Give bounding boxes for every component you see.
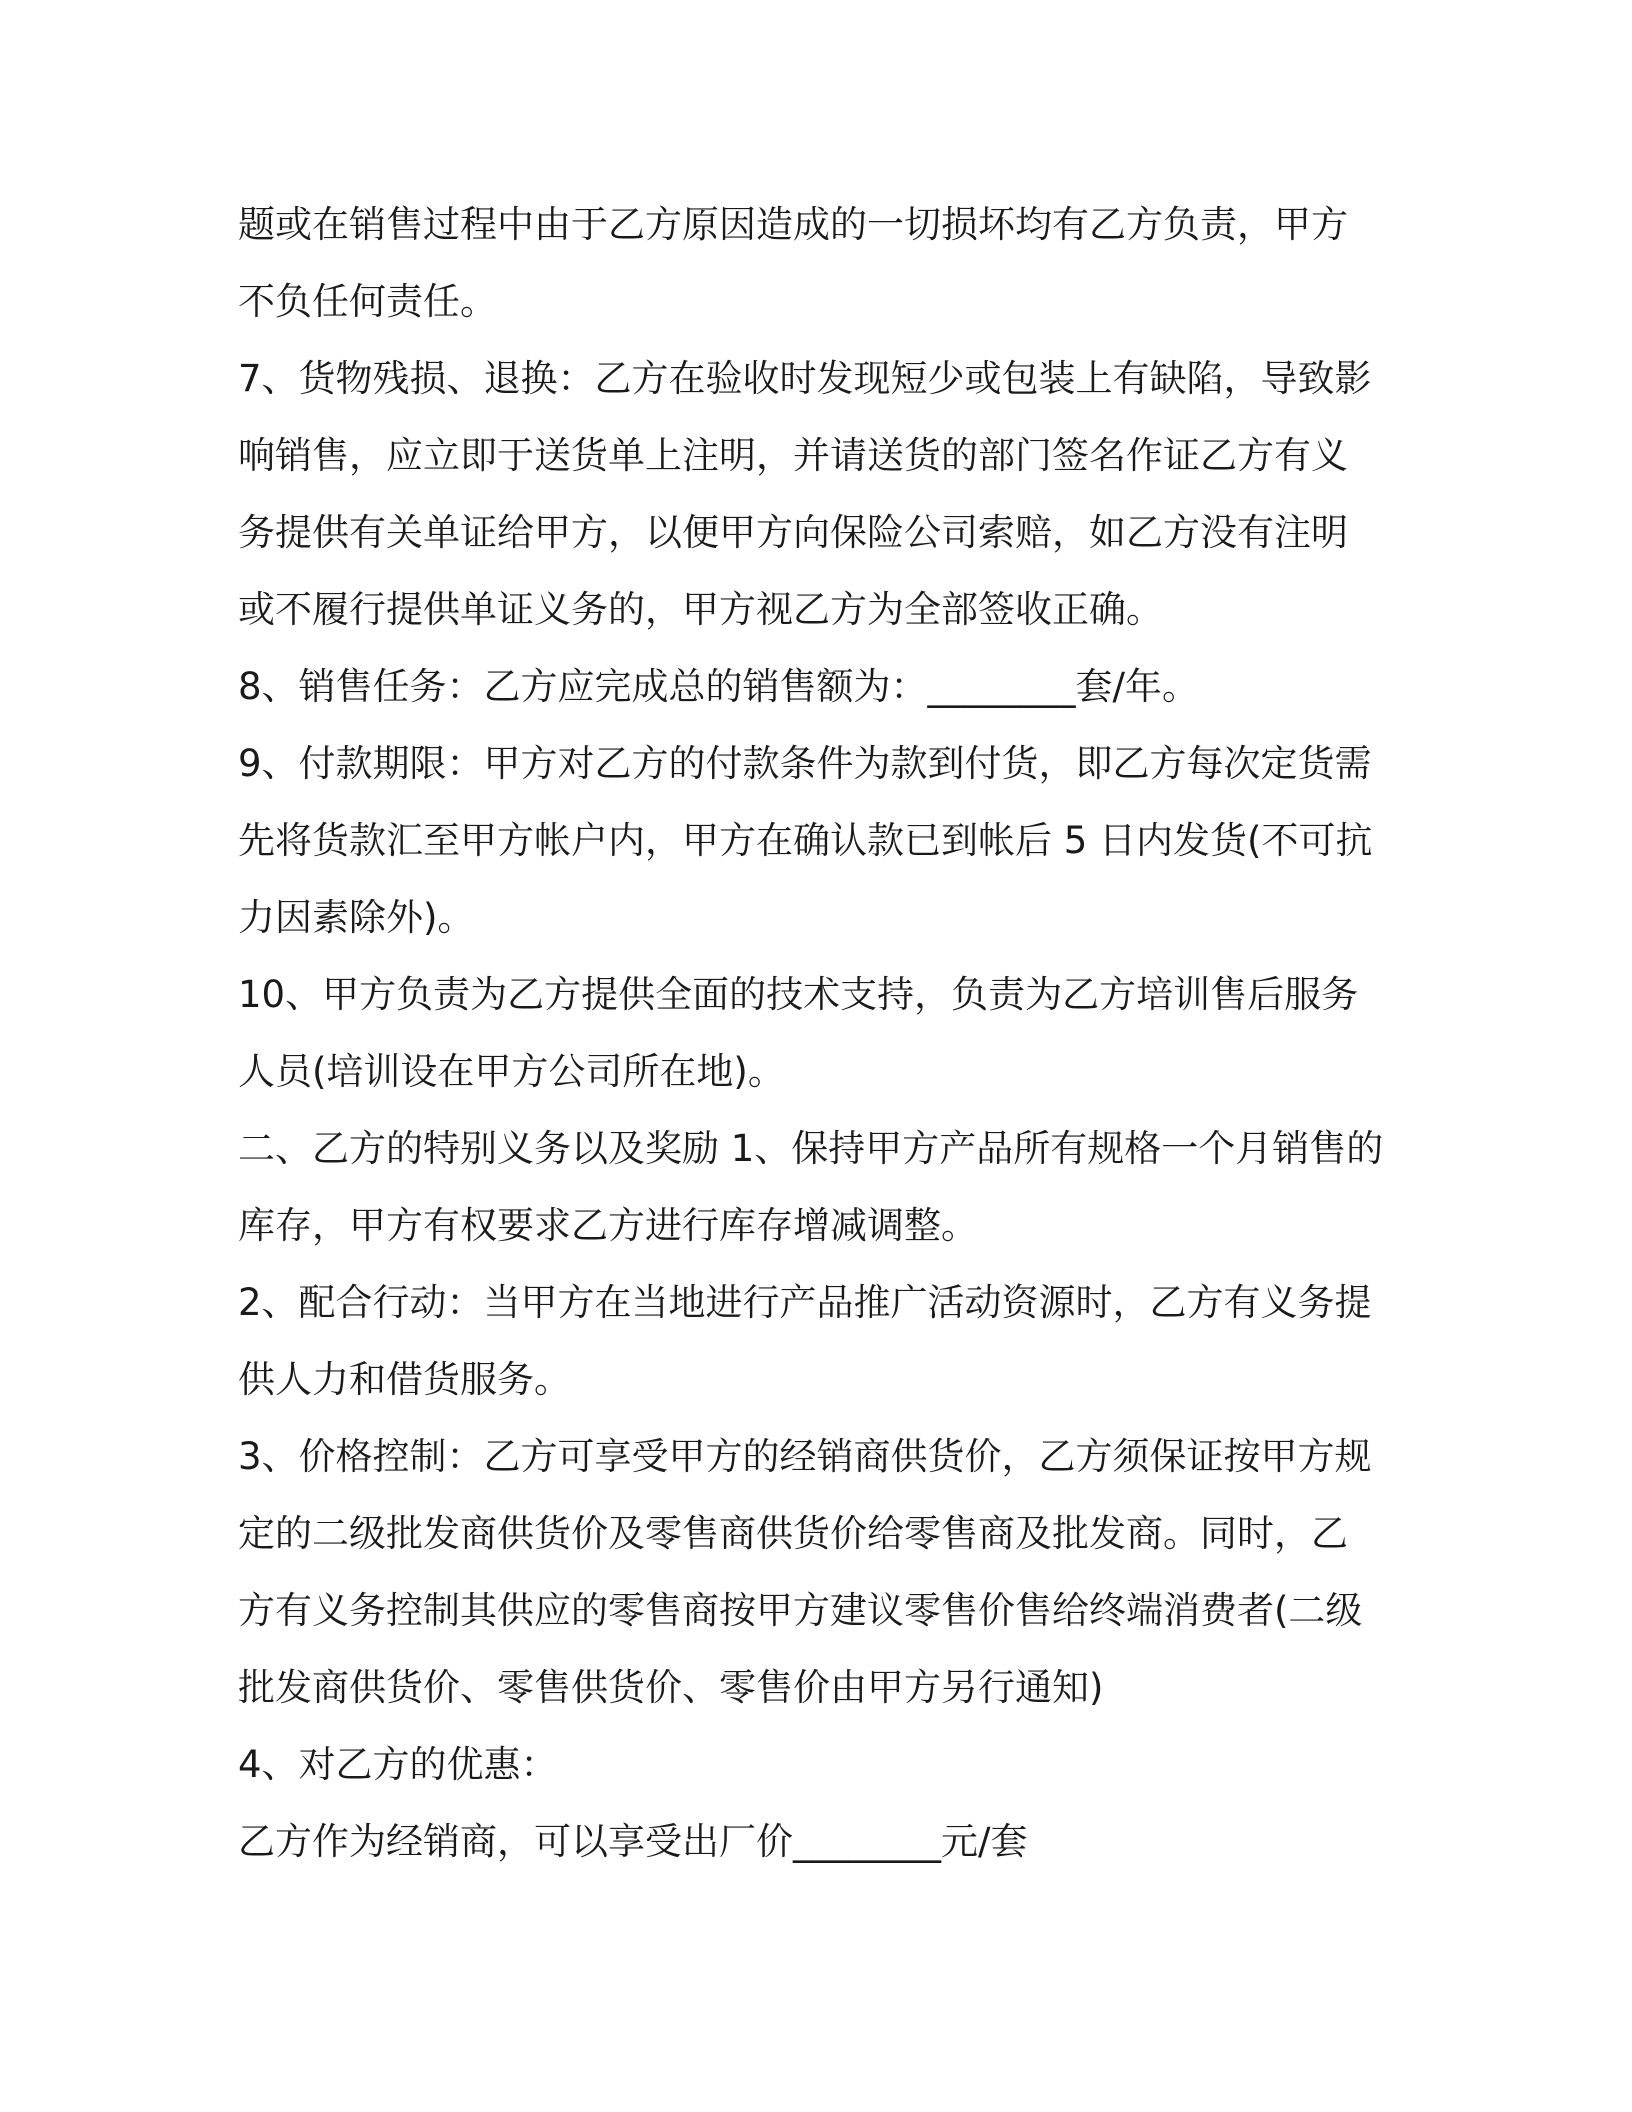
text-line: 二、乙方的特别义务以及奖励 1、保持甲方产品所有规格一个月销售的: [238, 1127, 1384, 1170]
text-line: 2、配合行动：当甲方在当地进行产品推广活动资源时，乙方有义务提: [238, 1281, 1372, 1324]
text-line: 库存，甲方有权要求乙方进行库存增减调整。: [238, 1204, 978, 1247]
text-line: 响销售，应立即于送货单上注明，并请送货的部门签名作证乙方有义: [238, 434, 1348, 477]
text-line: 乙方作为经销商，可以享受出厂价________元/套: [238, 1820, 1028, 1863]
text-line: 8、销售任务：乙方应完成总的销售额为：________套/年。: [238, 665, 1200, 708]
text-line: 务提供有关单证给甲方，以便甲方向保险公司索赔，如乙方没有注明: [238, 511, 1348, 554]
text-line: 批发商供货价、零售供货价、零售价由甲方另行通知): [238, 1666, 1104, 1709]
text-line: 10、甲方负责为乙方提供全面的技术支持，负责为乙方培训售后服务: [238, 973, 1359, 1016]
text-line: 人员(培训设在甲方公司所在地)。: [238, 1050, 785, 1093]
text-line: 或不履行提供单证义务的，甲方视乙方为全部签收正确。: [238, 588, 1163, 631]
text-line: 9、付款期限：甲方对乙方的付款条件为款到付货，即乙方每次定货需: [238, 742, 1372, 785]
text-line: 7、货物残损、退换：乙方在验收时发现短少或包装上有缺陷，导致影: [238, 357, 1372, 400]
text-line: 先将货款汇至甲方帐户内，甲方在确认款已到帐后 5 日内发货(不可抗: [238, 819, 1373, 862]
text-line: 定的二级批发商供货价及零售商供货价给零售商及批发商。同时，乙: [238, 1512, 1348, 1555]
text-line: 供人力和借货服务。: [238, 1358, 571, 1401]
text-line: 3、价格控制：乙方可享受甲方的经销商供货价，乙方须保证按甲方规: [238, 1435, 1372, 1478]
text-line: 题或在销售过程中由于乙方原因造成的一切损坏均有乙方负责，甲方: [238, 203, 1348, 246]
text-line: 4、对乙方的优惠：: [238, 1743, 558, 1786]
text-line: 方有义务控制其供应的零售商按甲方建议零售价售给终端消费者(二级: [238, 1589, 1363, 1632]
text-line: 力因素除外)。: [238, 896, 475, 939]
text-line: 不负任何责任。: [238, 280, 497, 323]
document-body: [238, 186, 1398, 1880]
